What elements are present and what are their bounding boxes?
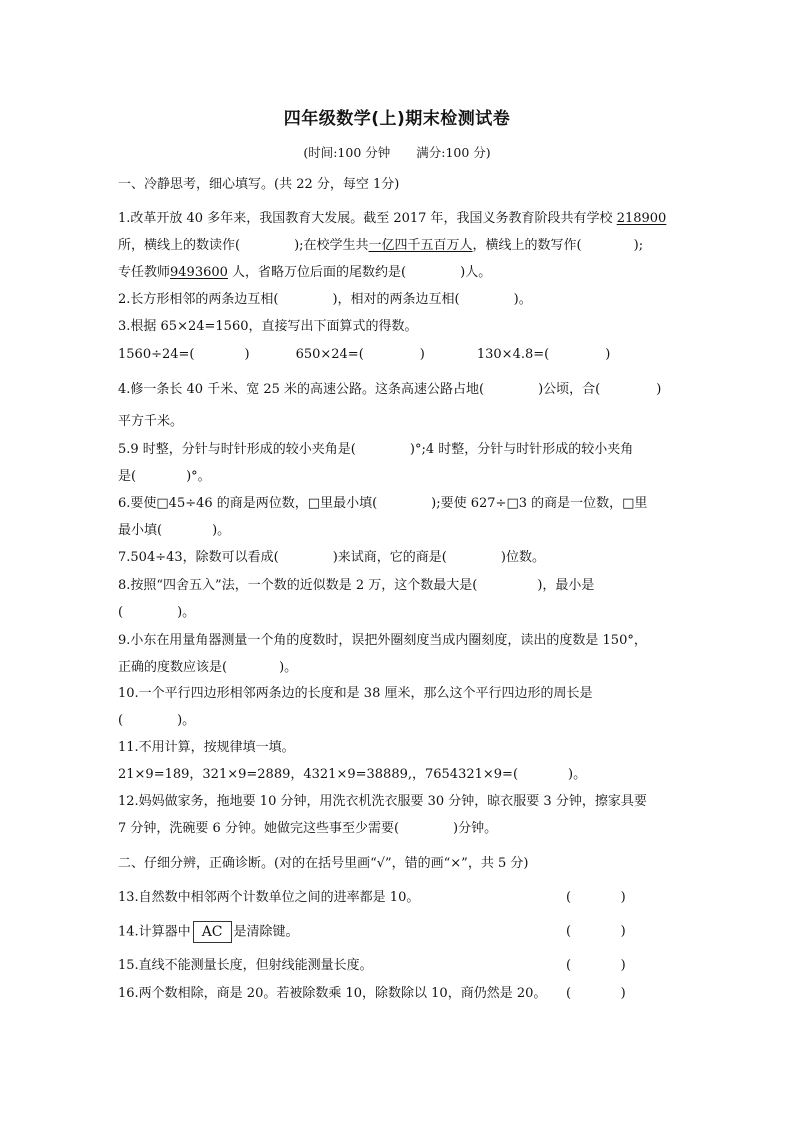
underlined-number: 218900 [616,211,667,226]
question-11-line-2: 21×9=189，321×9=2889，4321×9=38889,，7654321×9=( )。 [118,767,587,782]
underlined-number: 一亿四千五百万人 [368,238,473,253]
section-1-heading: 一、冷静思考，细心填写。(共 22 分，每空 1分) [118,177,400,192]
question-3-expressions: 1560÷24=( ) 650×24=( ) 130×4.8=( ) [118,347,611,362]
question-5-line-2: 是( )°。 [118,469,211,484]
question-2: 2.长方形相邻的两条边互相( )，相对的两条边互相( )。 [118,292,532,307]
score-info: 满分:100 分) [416,145,491,160]
section-2-heading: 二、仔细分辨，正确诊断。(对的在括号里画“√”，错的画“×”，共 5 分) [118,856,529,871]
question-15: 15.直线不能测量长度，但射线能测量长度。 [118,958,373,973]
question-6-line-1: 6.要使□45÷46 的商是两位数，□里最小填( );要使 627÷□3 的商是一位数，□里 [118,496,648,511]
question-12-line-2: 7 分钟，洗碗要 6 分钟。她做完这些事至少需要( )分钟。 [118,821,498,836]
question-5-line-1: 5.9 时整，分针与时针形成的较小夹角是( )°;4 时整，分针与时针形成的较小夹角 [118,442,634,457]
question-9-line-2: 正确的度数应该是( )。 [118,660,298,675]
judge-bracket[interactable]: ( ) [566,958,626,973]
ac-key-icon: AC [193,921,232,943]
question-12-line-1: 12.妈妈做家务，拖地要 10 分钟，用洗衣机洗衣服要 30 分钟，晾衣服要 3 分钟，擦家具要 [118,794,647,809]
question-4-line-2: 平方千米。 [118,414,184,429]
exam-subtitle [0,143,794,161]
underlined-number: 9493600 [170,265,228,280]
judge-bracket[interactable]: ( ) [566,890,626,905]
question-4-line-1: 4.修一条长 40 千米、宽 25 米的高速公路。这条高速公路占地( )公顷，合( ) [118,382,662,397]
question-11-line-1: 11.不用计算，按规律填一填。 [118,740,295,755]
page-title: 四年级数学(上)期末检测试卷 [283,109,511,129]
question-1-line-3: 专任教师9493600 人，省略万位后面的尾数约是( )人。 [118,265,492,280]
question-10-line-1: 10.一个平行四边形相邻两条边的长度和是 38 厘米，那么这个平行四边形的周长是 [118,686,593,701]
question-8-line-1: 8.按照“四舍五入”法，一个数的近似数是 2 万，这个数最大是( )，最小是 [118,578,595,593]
time-info: (时间:100 分钟 [303,145,391,160]
question-16: 16.两个数相除，商是 20。若被除数乘 10，除数除以 10，商仍然是 20。 [118,986,547,1001]
question-9-line-1: 9.小东在用量角器测量一个角的度数时，误把外圈刻度当成内圈刻度，读出的度数是 150°， [118,633,647,648]
question-1-line-2: 所，横线上的数读作( );在校学生共一亿四千五百万人，横线上的数写作( ); [118,238,644,253]
question-7: 7.504÷43，除数可以看成( )来试商，它的商是( )位数。 [118,550,545,565]
question-8-line-2: ( )。 [118,605,196,620]
judge-bracket[interactable]: ( ) [566,986,626,1001]
question-6-line-2: 最小填( )。 [118,523,231,538]
judge-bracket[interactable]: ( ) [566,924,626,939]
question-10-line-2: ( )。 [118,713,196,728]
question-3: 3.根据 65×24=1560，直接写出下面算式的得数。 [118,319,418,334]
question-14: 14.计算器中 AC 是清除键。 [118,921,299,943]
question-13: 13.自然数中相邻两个计数单位之间的进率都是 10。 [118,890,420,905]
question-1-line-1: 1.改革开放 40 多年来，我国教育大发展。截至 2017 年，我国义务教育阶段共有学校 218900 [118,211,667,226]
